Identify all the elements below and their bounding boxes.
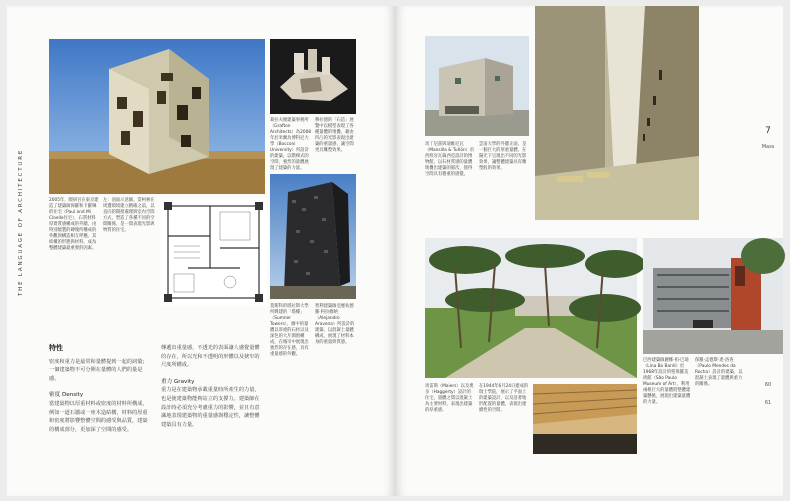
caption-text: 保羅·孟德斯·達·洛查（Paulo Mendes da Rocha）設計的建築，以混凝土表現了量體與重力的關係。 xyxy=(695,358,743,387)
page-number-bottom-b: 61 xyxy=(764,400,772,406)
left-page xyxy=(7,6,395,496)
caption-landscape xyxy=(425,384,475,446)
caption-text: 馬丁尼茲與迪維尼瓦（Mansilla & Tuñón）於西班牙瓦倫西亞設計的博物館，以石材質感的量體堆疊出建築的層次，使得空間具有穩重的感覺。 xyxy=(425,142,475,177)
chapter-label: Mass xyxy=(761,144,775,150)
section-heading: 特性 xyxy=(49,344,63,352)
photo-red-building xyxy=(643,238,783,354)
caption-text: 2005年，隈研吾在東京建造了建築師保羅和卡羅琳的住宅（Paul and Mi Cloelle住宅），石質材料厚實質感構成的外牆，由特別燒製的磚塊所構成的外觀與構造相互呼應。其結構的形態與材料，成為整體建築最重要的因素。 xyxy=(49,198,99,251)
caption-text: 馬雷斯（Maiers）以及奧多（Haggerty）設計的住宅，量體之間以混凝土為主要材料，表現出建築的厚重感。 xyxy=(425,384,474,413)
gravity-title: 重力 Gravity xyxy=(161,378,195,385)
caption-house-b xyxy=(103,198,155,254)
caption-model xyxy=(270,118,312,170)
photo-interior-corridor xyxy=(535,6,699,220)
section-intro: 密度和重力是最常和量體提到一起的詞彙；一個建築物不可分開在量體的人們的量是感。 xyxy=(49,358,148,382)
photo-model xyxy=(270,39,356,114)
section-column-2 xyxy=(161,344,263,484)
column2-text: 傳遞出重量感，不透光的表面讓人感覺量體的存在，所以光和不透明的形體以及狹窄的尺度所構成。 xyxy=(161,345,260,369)
gravity-text: 重力是在建築物承載重量時所產生的力量，也是使建築物能夠站立的支撐力。建築師在設計時必須充分考慮重力的影響，並且有意識地表現建築物的重量感與穩定性，讓整體建築具有力量。 xyxy=(161,387,260,428)
caption-museum xyxy=(425,142,475,202)
caption-text: 雲南大學的外牆正面，是一個巨大的厚重量體，在陽光下呈現出不同的光影效果，讓整體建築具有雕塑般的效果。 xyxy=(479,142,527,171)
section-column-1 xyxy=(49,344,151,484)
page-number-bottom: 60 xyxy=(764,382,772,388)
caption-text: 智利建築師亞歷杭德羅·阿拉維納（Alejandro Aravena）所設計的建築，以混凝土量體構成，展現了材料本身的重量與質感。 xyxy=(315,304,355,345)
caption-landscape-b xyxy=(479,384,529,446)
photo-dark-tower xyxy=(270,174,356,299)
caption-text: 莫斯科的塔拉斯大學所興建的「塔樓」（Sumner Towers），圖中的量體以厚重的石材以及深色的大片開窗構成，在城市中展現出強烈的存在感，具有重量感的外觀。 xyxy=(270,304,309,357)
caption-house xyxy=(49,198,99,254)
caption-museum-b xyxy=(479,142,529,202)
caption-text: 葛拉夫頓建築事務所（Grafton Architects）為2008年於米蘭為博科尼大學（Bocconi University）所設計的建築，以階梯式的空間、強烈的量體展現了建築的力量。 xyxy=(270,118,312,171)
photo-concrete-house xyxy=(49,39,265,194)
caption-text: 左：剖面示意圖。當柯林在周遭環境建立精確之前，以直向的開窗處理與室內空間方式，塑造了各種不同的空間關係，是一間表現光影與物質的住宅。 xyxy=(103,198,155,233)
caption-tower-b xyxy=(315,304,357,354)
caption-tower xyxy=(270,304,312,357)
chapter-number: 7 xyxy=(765,126,771,136)
caption-red-building xyxy=(643,358,691,418)
floor-plan-drawing xyxy=(160,198,267,306)
caption-text: 在1944年6月24日建成的瑞士學院，展示了平面上的建築設計，以及沿著地形配置的量體，表現出連續性的空間。 xyxy=(479,384,529,413)
density-text: 當建築物以厚重材料或密度的材料所構成，例如一道石牆或一座木造結構，材料的厚重和密度將影響整體空間的感受與品質，建築的構成部分，更加深了空間的感受。 xyxy=(49,400,148,433)
photo-landscape-trees xyxy=(425,238,637,378)
right-page xyxy=(395,6,783,496)
photo-ceiling xyxy=(533,384,637,454)
caption-text: 巴西建築師麗娜·柏·巴迪（Lina Bo Bardi）於1968年設計的聖保羅美術館（São Paulo Museum of Art），利用兩根巨大的量體將整體建築懸挑，展現出建築量體的力量。 xyxy=(643,358,691,405)
caption-red-building-b xyxy=(695,358,743,418)
book-spread xyxy=(7,6,783,496)
caption-model-b xyxy=(315,118,357,170)
photo-museum-cube xyxy=(425,36,529,136)
density-title: 密度 Density xyxy=(49,392,84,399)
caption-text: 穆拉德的「石造」展覽中以模型表現了各種量體的堆疊，藉由凹凸的光影表現出建築的重量感，讓空間更具雕塑效果。 xyxy=(315,118,354,153)
running-title: THE LANGUAGE OF ARCHITECTURE xyxy=(18,148,24,296)
